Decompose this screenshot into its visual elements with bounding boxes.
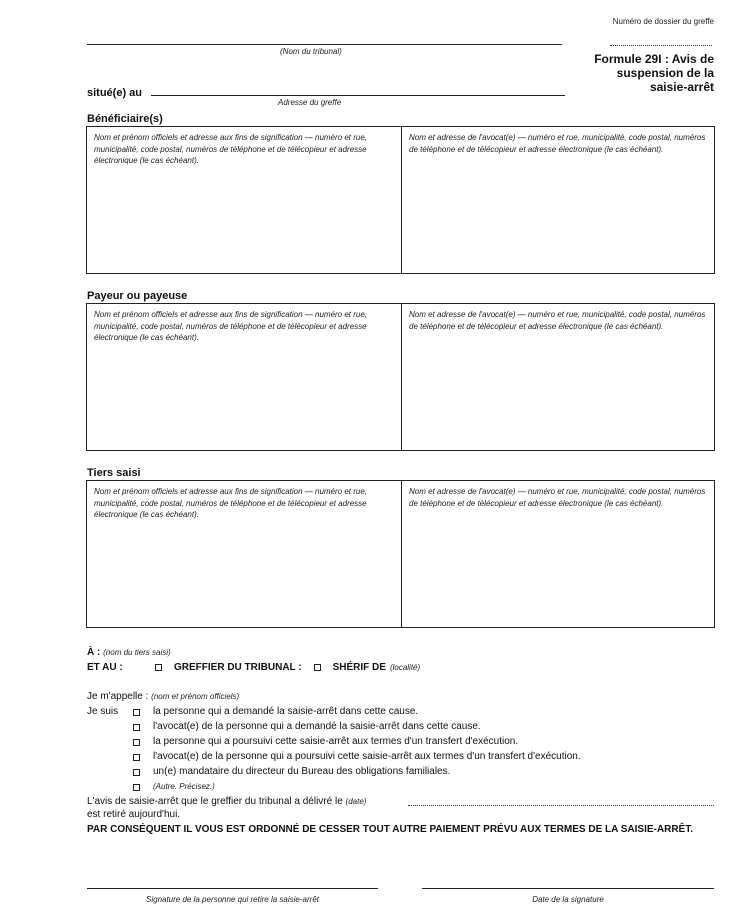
option-row-4 bbox=[133, 751, 581, 763]
garnishee-name-instructions: Nom et prénom officiels et adresse aux fins de signification — numéro et rue, municipalité, code postal, numéros de téléphone et de télécopieur et adresse électronique (le cas échéant). bbox=[94, 487, 368, 519]
option-5-label: un(e) mandataire du directeur du Bureau des obligations familiales. bbox=[153, 766, 451, 777]
section-title-payor: Payeur ou payeuse bbox=[87, 290, 188, 302]
payor-lawyer-instructions: Nom et adresse de l'avocat(e) — numéro et rue, municipalité, code postal, numéros de téléphone et de télécopieur et adresse électronique (le cas échéant). bbox=[409, 310, 706, 331]
court-name-caption: (Nom du tribunal) bbox=[280, 47, 342, 56]
beneficiaries-name-instructions: Nom et prénom officiels et adresse aux fins de signification — numéro et rue, municipalité, code postal, numéros de téléphone et de télécopieur et adresse électronique (le cas échéant). bbox=[94, 133, 368, 165]
option-row-3 bbox=[133, 736, 518, 748]
payor-lawyer-field[interactable] bbox=[402, 304, 714, 450]
clerk-checkbox[interactable] bbox=[155, 664, 162, 671]
form-title-line-3: saisie-arrêt bbox=[649, 80, 714, 94]
located-at-label: situé(e) au bbox=[87, 87, 143, 99]
garnishee-lawyer-field[interactable] bbox=[402, 481, 714, 627]
option-other-checkbox[interactable] bbox=[133, 784, 140, 791]
sheriff-checkbox[interactable] bbox=[314, 664, 321, 671]
signature-date-line[interactable] bbox=[422, 888, 714, 889]
payor-name-field[interactable] bbox=[87, 304, 402, 450]
and-to-label: ET AU : bbox=[87, 662, 123, 673]
option-1-checkbox[interactable] bbox=[133, 709, 140, 716]
file-number-line[interactable] bbox=[610, 45, 712, 46]
file-number-label: Numéro de dossier du greffe bbox=[612, 17, 714, 26]
section-title-garnishee: Tiers saisi bbox=[87, 467, 141, 479]
option-row-other bbox=[133, 781, 215, 793]
option-2-label: l'avocat(e) de la personne qui a demandé la saisie-arrêt dans cette cause. bbox=[153, 721, 481, 732]
court-address-caption: Adresse du greffe bbox=[278, 98, 342, 107]
option-3-checkbox[interactable] bbox=[133, 739, 140, 746]
signature-caption: Signature de la personne qui retire la saisie-arrêt bbox=[146, 895, 319, 904]
to-caption: (nom du tiers saisi) bbox=[103, 648, 171, 657]
withdrawal-date-line[interactable] bbox=[408, 805, 714, 806]
i-am-label: Je suis bbox=[87, 706, 119, 717]
withdrawal-date-caption: (date) bbox=[345, 797, 367, 806]
beneficiaries-lawyer-field[interactable] bbox=[402, 127, 714, 273]
form-title-line-2: suspension de la bbox=[616, 66, 714, 80]
my-name-label: Je m'appelle : bbox=[87, 691, 149, 702]
payor-box bbox=[86, 303, 715, 451]
option-1-label: la personne qui a demandé la saisie-arrêt dans cette cause. bbox=[153, 706, 419, 717]
garnishee-box bbox=[86, 480, 715, 628]
option-other-caption: (Autre. Précisez.) bbox=[153, 782, 215, 791]
court-name-line[interactable] bbox=[87, 44, 562, 45]
to-label: À : bbox=[87, 647, 101, 658]
garnishee-name-field[interactable] bbox=[87, 481, 402, 627]
order-text: PAR CONSÉQUENT IL VOUS EST ORDONNÉ DE CESSER TOUT AUTRE PAIEMENT PRÉVU AUX TERMES DE LA SAISIE-ARRÊT. bbox=[87, 824, 693, 835]
sheriff-label: SHÉRIF DE bbox=[332, 662, 386, 673]
section-title-beneficiaries: Bénéficiaire(s) bbox=[87, 113, 163, 125]
and-to-row bbox=[87, 662, 420, 673]
payor-name-instructions: Nom et prénom officiels et adresse aux fins de signification — numéro et rue, municipalité, code postal, numéros de téléphone et de télécopieur et adresse électronique (le cas échéant). bbox=[94, 310, 368, 342]
option-4-label: l'avocat(e) de la personne qui a poursuivi cette saisie-arrêt aux termes d'un transfert d'exécution. bbox=[153, 751, 581, 762]
option-4-checkbox[interactable] bbox=[133, 754, 140, 761]
option-row-5 bbox=[133, 766, 450, 778]
option-row-1 bbox=[133, 706, 418, 718]
option-row-2 bbox=[133, 721, 481, 733]
option-2-checkbox[interactable] bbox=[133, 724, 140, 731]
withdrawal-line-1 bbox=[87, 796, 366, 808]
withdrawal-text-1: L'avis de saisie-arrêt que le greffier du tribunal a délivré le bbox=[87, 796, 343, 807]
to-row bbox=[87, 647, 171, 658]
garnishee-lawyer-instructions: Nom et adresse de l'avocat(e) — numéro et rue, municipalité, code postal, numéros de téléphone et de télécopieur et adresse électronique (le cas échéant). bbox=[409, 487, 706, 508]
my-name-row bbox=[87, 691, 239, 702]
beneficiaries-box bbox=[86, 126, 715, 274]
form-title bbox=[594, 52, 714, 94]
withdrawal-text-2: est retiré aujourd'hui. bbox=[87, 809, 181, 820]
court-address-line[interactable] bbox=[151, 95, 565, 96]
beneficiaries-lawyer-instructions: Nom et adresse de l'avocat(e) — numéro et rue, municipalité, code postal, numéros de téléphone et de télécopieur et adresse électronique (le cas échéant). bbox=[409, 133, 706, 154]
form-title-line-1: Formule 29I : Avis de bbox=[594, 52, 714, 66]
signature-line[interactable] bbox=[87, 888, 378, 889]
option-5-checkbox[interactable] bbox=[133, 769, 140, 776]
sheriff-caption: (localité) bbox=[389, 663, 421, 672]
option-3-label: la personne qui a poursuivi cette saisie-arrêt aux termes d'un transfert d'exécution. bbox=[153, 736, 519, 747]
my-name-caption: (nom et prénom officiels) bbox=[151, 692, 240, 701]
signature-date-caption: Date de la signature bbox=[532, 895, 604, 904]
clerk-label: GREFFIER DU TRIBUNAL : bbox=[174, 662, 302, 673]
beneficiaries-name-field[interactable] bbox=[87, 127, 402, 273]
